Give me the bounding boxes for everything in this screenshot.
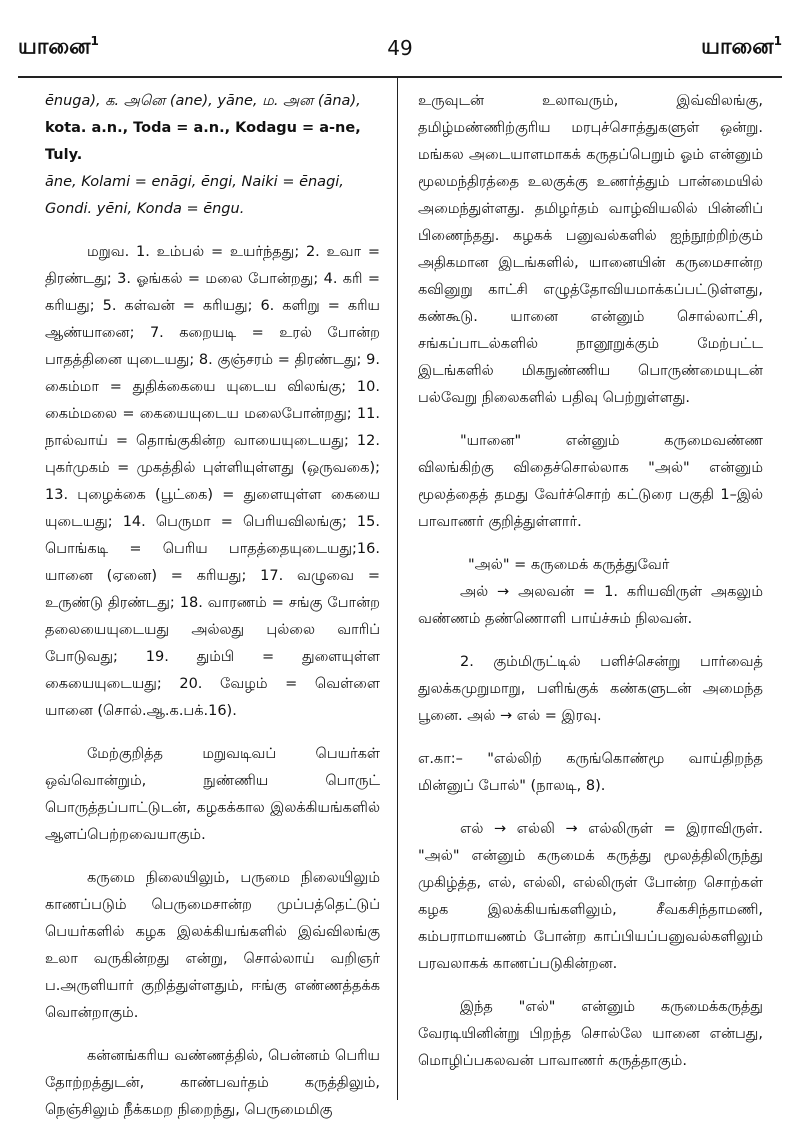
paragraph-2: மேற்குறித்த மறுவடிவப் பெயர்கள் ஒவ்வொன்றும், நுண்ணிய பொருட் பொருத்தப்பாட்டுடன், கழகக்கால இலக்கியங்களில் ஆளப்பெற்றவையாகும். <box>45 746 380 843</box>
intro-line-1: ēnuga), க. அனெ (ane), yāne, ம. அன (āna), <box>45 93 361 109</box>
paragraph-3: கருமை நிலையிலும், பருமை நிலையிலும் காணப்படும் பெருமைசான்ற முப்பத்தெட்டுப் பெயர்களில் கழக இலக்கியங்களில் இவ்விலங்கு உலா வருகின்றது என்று, சொல்லாய் வறிஞர் ப.அருளியார் குறித்துள்ளதும், ஈங்கு எண்ணத்தக்க வொன்றாகும். <box>45 870 380 1021</box>
running-head-right: யானை$^1$ <box>701 34 782 60</box>
right-paragraph-3: எல் → எல்லி → எல்லிருள் = இராவிருள். "அல்" என்னும் கருமைக் கருத்து மூலத்திலிருந்து முகிழ்த்த, எல், எல்லி, எல்லிருள் போன்ற சொற்கள் கழக இலக்கியங்களிலும், சீவகசிந்தாமணி, கம்பராமாயணம் போன்ற காப்பியப்பனுவல்களிலும் பரவலாகக் காணப்படுகின்றன. <box>418 821 763 972</box>
running-head-left: யானை$^1$ <box>18 34 99 60</box>
etymology-intro <box>45 88 380 223</box>
right-paragraph-1: உருவுடன் உலாவரும், இவ்விலங்கு, தமிழ்மண்ணிற்குரிய மரபுச்சொத்துகளுள் ஒன்று. மங்கல அடையாளமாகக் கருதப்பெறும் ஓம் என்னும் மூலமந்திரத்தை உலகுக்கு உணர்த்தும் பான்மையில் அமைந்துள்ளது. தமிழர்தம் வாழ்வியலில் பின்னிப் பிணைந்தது. கழகக் பனுவல்களில் ஐந்நூற்றிற்கும் அதிகமான இடங்களில், யானையின் கருமைசான்ற கவினுறு காட்சி எழுத்தோவியமாக்கப்பட்டுள்ளது, கண்கூடு. யானை என்னும் சொல்லாட்சி, சங்கப்பாடல்களில் நானூறுக்கும் மேற்பட்ட இடங்களில் மிகநுண்ணிய பொருண்மையுடன் பல்வேறு நிலைகளில் பதிவு பெற்றுள்ளது. <box>418 93 763 406</box>
left-column <box>45 88 380 1124</box>
intro-line-2: kota. a.n., Toda = a.n., Kodagu = a-ne, Tuly. <box>45 120 361 163</box>
page-header <box>18 34 782 74</box>
page-number: 49 <box>387 36 413 60</box>
right-paragraph-4: இந்த "எல்" என்னும் கருமைக்கருத்து வேரடியினின்று பிறந்த சொல்லே யானை என்பது, மொழிப்பகலவன் பாவாணர் கருத்தாகும். <box>418 999 763 1069</box>
intro-line-3: āne, Kolami = enāgi, ēngi, Naiki = ēnagi, <box>45 174 344 190</box>
example-quote: எ.கா:– "எல்லிற் கருங்கொண்மூ வாய்திறந்த மின்னுப் போல்" (நாலடி, 8). <box>418 751 763 794</box>
right-column <box>418 88 763 1075</box>
derivation-line-2: 2. கும்மிருட்டில் பளிச்சென்று பார்வைத் துலக்கமுறுமாறு, பளிங்குக் கண்களுடன் அமைந்த பூனை. அல் → எல் = இரவு. <box>418 654 763 724</box>
paragraph-4: கன்னங்கரிய வண்ணத்தில், பென்னம் பெரிய தோற்றத்துடன், காண்பவர்தம் கருத்திலும், நெஞ்சிலும் நீக்கமற நிறைந்து, பெருமைமிகு <box>45 1048 380 1118</box>
right-paragraph-2: "யானை" என்னும் கருமைவண்ண விலங்கிற்கு விதைச்சொல்லாக "அல்" என்னும் மூலத்தைத் தமது வேர்ச்சொற் கட்டுரை பகுதி 1–இல் பாவாணர் குறித்துள்ளார். <box>418 433 763 530</box>
synonyms-paragraph: மறுவ. 1. உம்பல் = உயர்ந்தது; 2. உவா = திரண்டது; 3. ஓங்கல் = மலை போன்றது; 4. கரி = கரியது; 5. கள்வன் = கரியது; 6. களிறு = கரிய ஆண்யானை; 7. கறையடி = உரல் போன்ற பாதத்தினை யுடையது; 8. குஞ்சரம் = திரண்டது; 9. கைம்மா = துதிக்கையை யுடைய விலங்கு; 10. கைம்மலை = கையையுடைய மலைபோன்றது; 11. நால்வாய் = தொங்குகின்ற வாயையுடையது; 12. புகர்முகம் = முகத்தில் புள்ளியுள்ளது (ஒருவகை); 13. புழைக்கை (பூட்கை) = துளையுள்ள கையை யுடையது; 14. பெருமா = பெரியவிலங்கு; 15. பொங்கடி = பெரிய பாதத்தையுடையது;16. யானை (ஏனை) = கரியது; 17. வழுவை = உருண்டு திரண்டது; 18. வாரணம் = சங்கு போன்ற தலையையுடையது அல்லது புல்லை வாரிப் போடுவது; 19. தும்பி = துளையுள்ள கையையுடையது; 20. வேழம் = வெள்ளை யானை (சொல்.ஆ.க.பக்.16). <box>45 244 380 719</box>
derivation-line-1: அல் → அலவன் = 1. கரியவிருள் அகலும் வண்ணம் தண்ணொளி பாய்ச்சும் நிலவன். <box>418 584 763 627</box>
column-divider <box>397 76 398 1100</box>
header-rule <box>18 76 782 78</box>
root-line: "அல்" = கருமைக் கருத்துவேர் <box>468 557 670 573</box>
intro-line-4: Gondi. yēni, Konda = ēngu. <box>45 201 245 217</box>
